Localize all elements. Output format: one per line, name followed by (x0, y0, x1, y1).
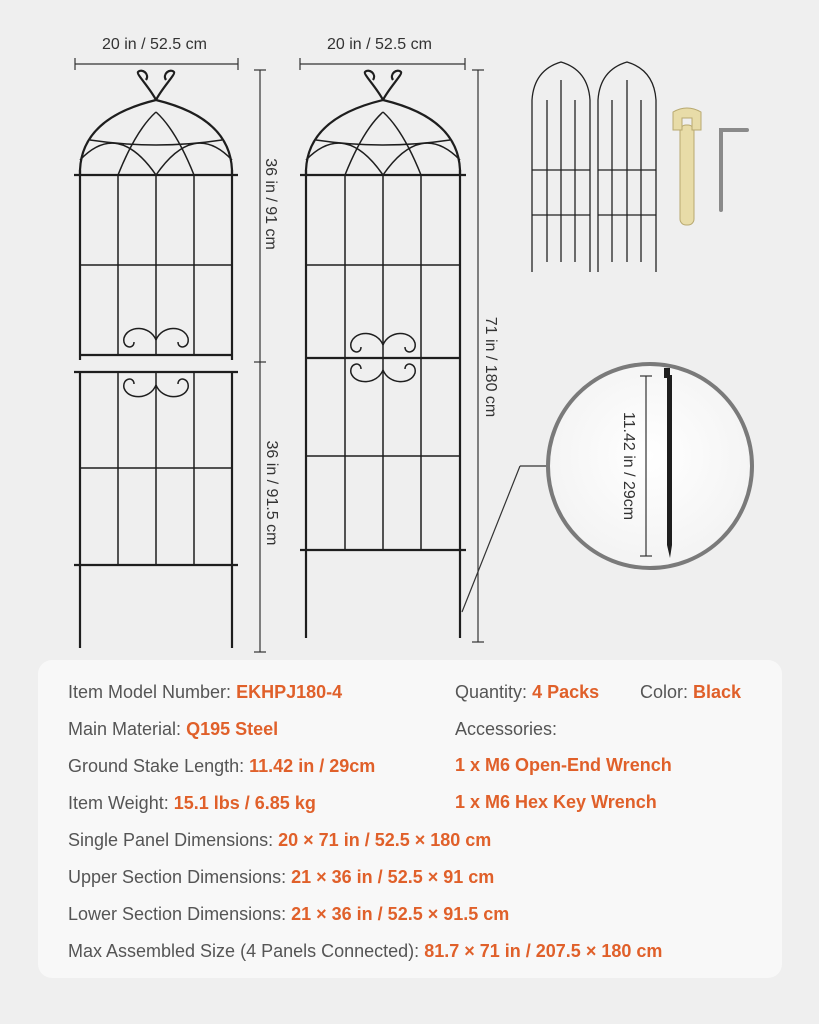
spec-quantity-value: 4 Packs (532, 682, 600, 702)
spec-weight-value: 15.1 lbs / 6.85 kg (173, 793, 316, 813)
spec-max-size (68, 941, 662, 962)
spec-accessory-wrench (455, 755, 672, 776)
spec-stake-value: 11.42 in / 29cm (249, 756, 376, 776)
spec-color-value: Black (693, 682, 742, 702)
upper-height-label: 36 in / 91 cm (262, 158, 279, 250)
spec-material-value: Q195 Steel (186, 719, 279, 739)
width-dimension-lines (75, 58, 465, 70)
right-trellis-panel (300, 71, 466, 638)
spec-material (68, 719, 278, 740)
spec-upper-value: 21 × 36 in / 52.5 × 91 cm (291, 867, 495, 887)
spec-single-panel (68, 830, 491, 851)
spec-lower-section (68, 904, 509, 925)
spec-max-value: 81.7 × 71 in / 207.5 × 180 cm (424, 941, 663, 961)
spec-upper-section (68, 867, 494, 888)
spec-single-label: Single Panel Dimensions: (68, 830, 274, 850)
spec-material-label: Main Material: (68, 719, 182, 739)
width-label-right: 20 in / 52.5 cm (327, 36, 432, 53)
spec-color-label: Color: (640, 682, 689, 702)
total-height-label: 71 in / 180 cm (482, 316, 499, 418)
spec-accessory-1: 1 x M6 Open-End Wrench (455, 755, 672, 775)
spec-card (38, 660, 782, 978)
spec-model-value: EKHPJ180-4 (236, 682, 343, 702)
spec-model (68, 682, 342, 703)
open-end-wrench-icon (673, 108, 701, 225)
spec-accessory-hexkey (455, 792, 657, 813)
width-label-left: 20 in / 52.5 cm (102, 36, 207, 53)
product-thumbnail-panels (532, 62, 656, 272)
spec-model-label: Item Model Number: (68, 682, 232, 702)
spec-accessory-2: 1 x M6 Hex Key Wrench (455, 792, 657, 812)
spec-accessories-label: Accessories: (455, 719, 558, 739)
spec-stake (68, 756, 375, 777)
spec-weight (68, 793, 316, 814)
spec-color (640, 682, 741, 703)
spec-weight-label: Item Weight: (68, 793, 169, 813)
stake-zoom-circle (548, 364, 752, 568)
stake-length-label: 11.42 in / 29cm (620, 411, 637, 521)
hex-key-icon (721, 130, 747, 210)
spec-quantity (455, 682, 599, 703)
spec-max-label: Max Assembled Size (4 Panels Connected): (68, 941, 420, 961)
left-trellis-panel (74, 71, 238, 648)
spec-lower-value: 21 × 36 in / 52.5 × 91.5 cm (291, 904, 510, 924)
lower-height-label: 36 in / 91.5 cm (263, 440, 280, 546)
spec-single-value: 20 × 71 in / 52.5 × 180 cm (278, 830, 492, 850)
spec-upper-label: Upper Section Dimensions: (68, 867, 287, 887)
spec-quantity-label: Quantity: (455, 682, 528, 702)
spec-stake-label: Ground Stake Length: (68, 756, 245, 776)
spec-lower-label: Lower Section Dimensions: (68, 904, 287, 924)
